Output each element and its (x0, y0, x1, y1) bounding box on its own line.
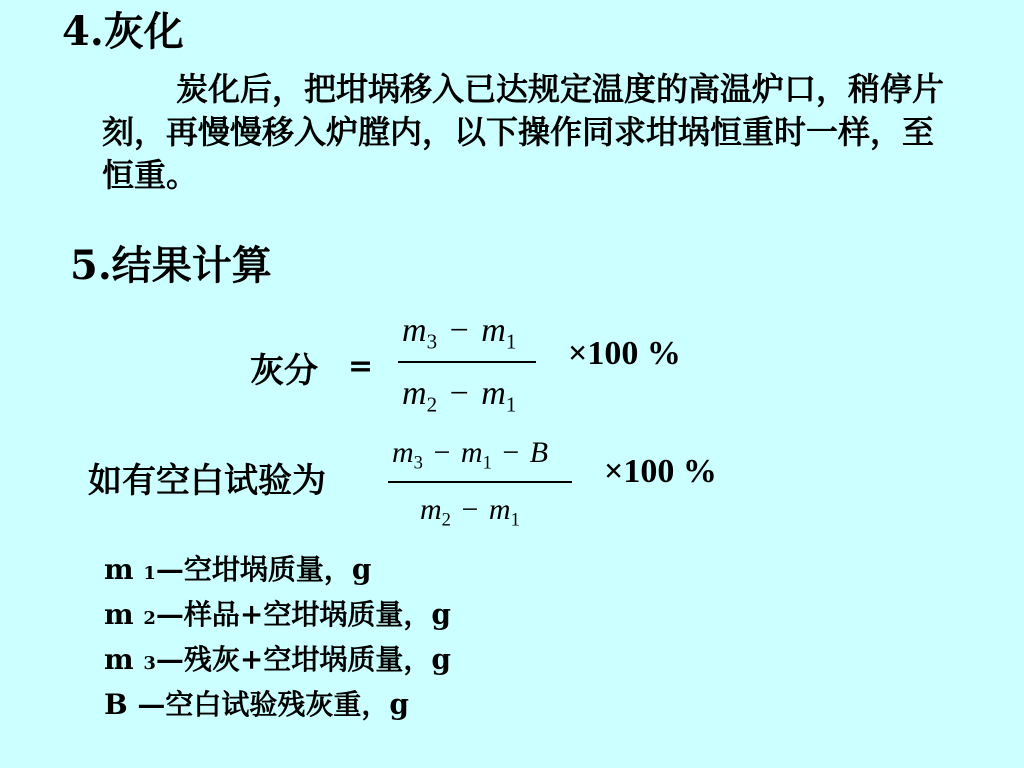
formula1-denominator: $m_2 - m_1$ (402, 375, 517, 417)
legend-item-m2: m 2—样品+空坩埚质量，g (104, 598, 451, 631)
section-heading-ashing: 4.灰化 (62, 8, 184, 55)
ashing-paragraph-text: 炭化后，把坩埚移入已达规定温度的高温炉口，稍停片刻，再慢慢移入炉膛内，以下操作同求坩埚恒重时一样，至恒重。 (102, 70, 945, 194)
formula1-numerator: $m_3 - m_1$ (402, 312, 517, 354)
formula2-factor: ×100 % (604, 453, 717, 490)
section-heading-calculation: 5.结果计算 (70, 242, 272, 289)
formula-label-ash: 灰分 (250, 351, 318, 391)
legend-item-b: B —空白试验残灰重，g (104, 688, 410, 721)
legend-item-m3: m 3—残灰+空坩埚质量，g (104, 643, 451, 676)
formula1-fraction-bar (398, 361, 536, 363)
formula2-numerator: $m_3 - m_1 - B$ (392, 436, 549, 474)
formula1-factor: ×100 % (568, 335, 681, 372)
formula-equals: = (348, 349, 374, 384)
formula2-denominator: $m_2 - m_1$ (420, 493, 520, 531)
legend-item-m1: m 1—空坩埚质量，g (104, 553, 372, 586)
formula2-fraction-bar (388, 481, 572, 483)
ashing-paragraph (102, 68, 952, 197)
formula-label-blank-test: 如有空白试验为 (88, 461, 326, 501)
